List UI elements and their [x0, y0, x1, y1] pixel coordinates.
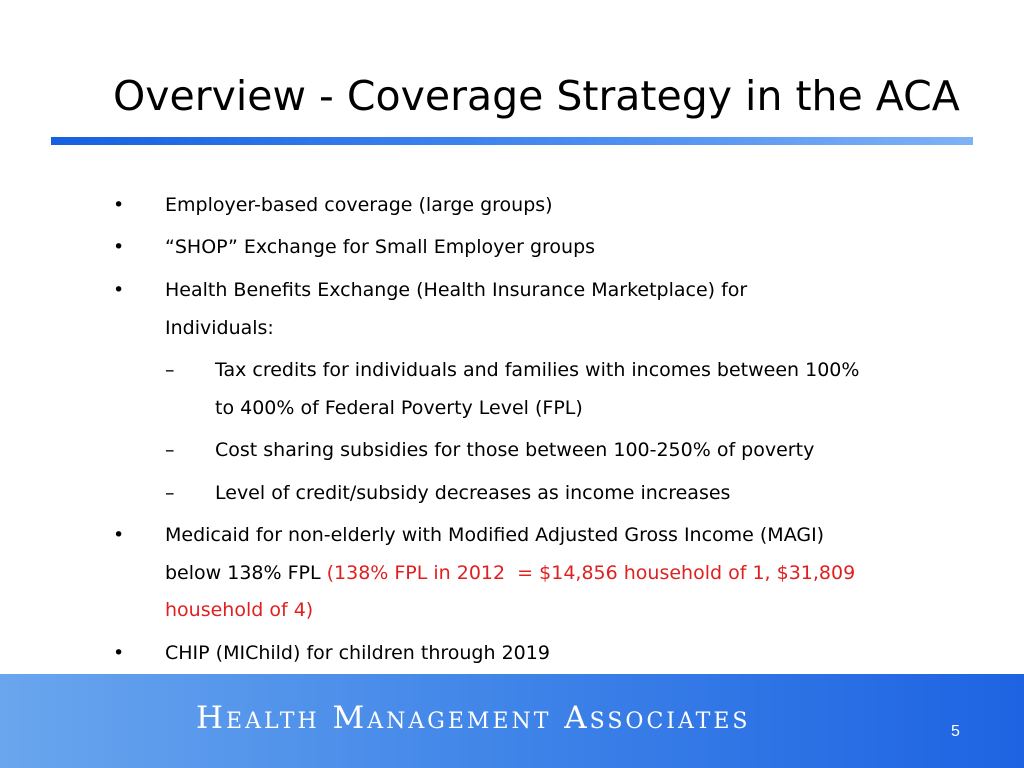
sub-item-text: Level of credit/subsidy decreases as income increases: [215, 482, 731, 504]
page-number: 5: [951, 723, 960, 740]
medicaid-fpl-amounts-line3: household of 4): [165, 599, 314, 621]
bullet-text: “SHOP” Exchange for Small Employer groups: [165, 236, 596, 258]
bullet-symbol: •: [113, 642, 125, 664]
bullet-text: Employer-based coverage (large groups): [165, 194, 553, 216]
bullet-text-line1: Health Benefits Exchange (Health Insurance Marketplace) for: [165, 279, 748, 301]
bullet-symbol: •: [113, 194, 125, 216]
bullet-text-line1: Medicaid for non-elderly with Modified Adjusted Gross Income (MAGI): [165, 524, 825, 546]
sub-item-text-line1: Tax credits for individuals and families with incomes between 100%: [215, 359, 860, 381]
dash-symbol: –: [165, 359, 175, 381]
dash-symbol: –: [165, 482, 175, 504]
sub-item-text: Cost sharing subsidies for those between 100-250% of poverty: [215, 439, 815, 461]
medicaid-threshold-text: below 138% FPL: [165, 562, 327, 584]
bullet-symbol: •: [113, 236, 125, 258]
bullet-symbol: •: [113, 524, 125, 546]
footer-brand-logo: Health Management Associates: [196, 700, 751, 736]
bullet-text-line2: [165, 554, 945, 592]
slide-title: Overview - Coverage Strategy in the ACA: [113, 72, 960, 120]
dash-symbol: –: [165, 439, 175, 461]
title-underline-bar: [51, 137, 973, 145]
bullet-text: CHIP (MIChild) for children through 2019: [165, 642, 550, 664]
bullet-text-line2: Individuals:: [165, 317, 274, 339]
bullet-symbol: •: [113, 279, 125, 301]
medicaid-fpl-amounts: (138% FPL in 2012 = $14,856 household of 1, $31,809: [326, 562, 856, 584]
sub-item-text-line2: to 400% of Federal Poverty Level (FPL): [215, 397, 583, 419]
